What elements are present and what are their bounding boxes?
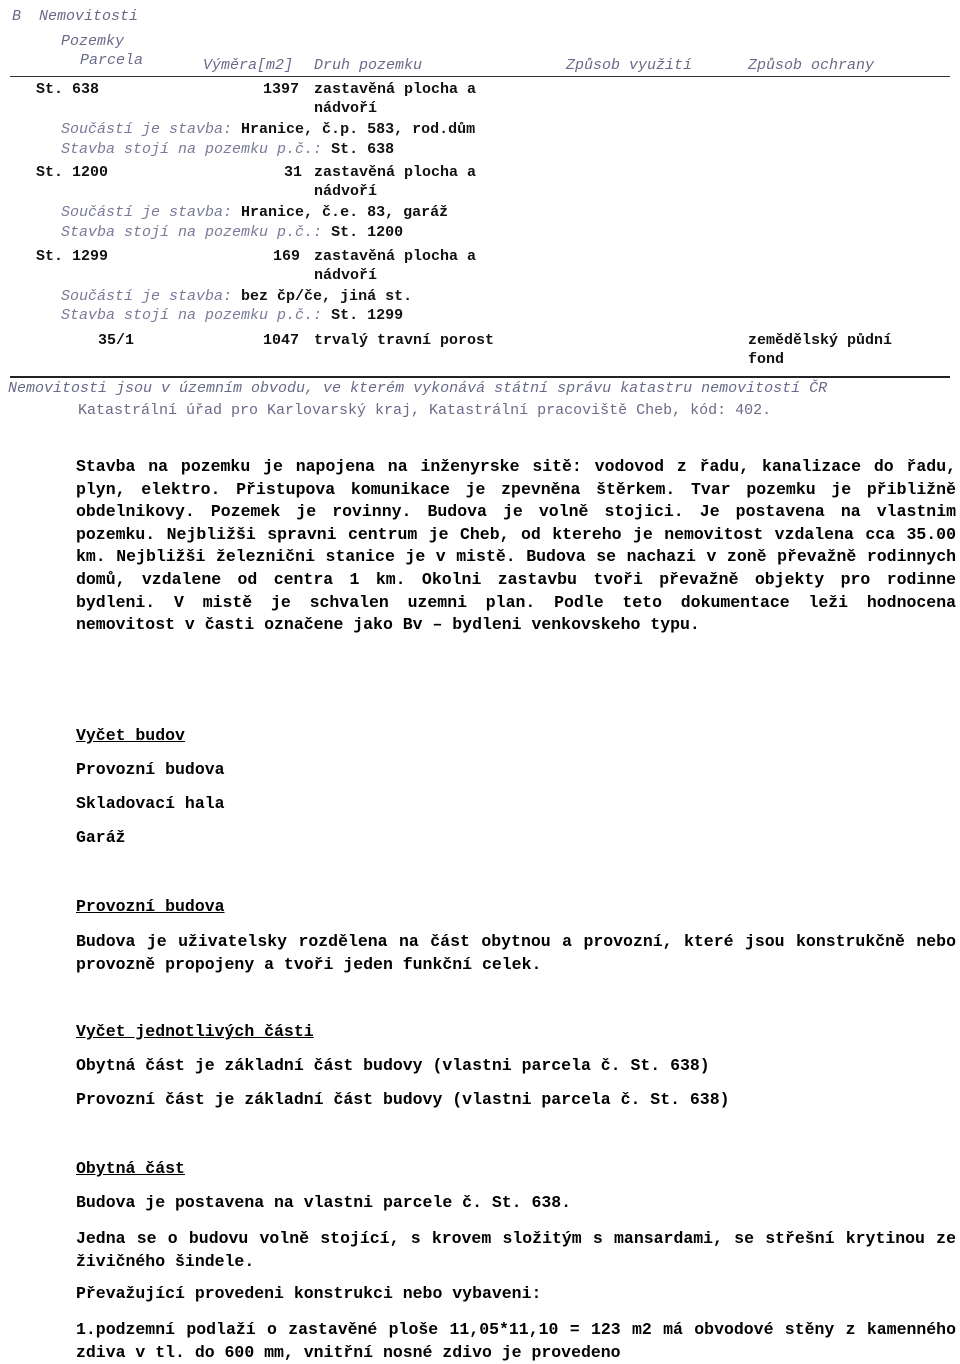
building-list-item: Provozní budova — [76, 760, 225, 779]
footnote-divider — [10, 376, 950, 378]
building-part-label: Součástí je stavba: — [61, 204, 233, 221]
building-on-parcel-row — [61, 307, 403, 324]
building-on-parcel-label: Stavba stojí na pozemku p.č.: — [61, 141, 323, 158]
building-part-label: Součástí je stavba: — [61, 288, 233, 305]
parcel-number: 35/1 — [98, 332, 135, 349]
parcel-type: trvalý travní porost — [314, 332, 495, 349]
parcel-protection: zemědělský půdní — [748, 332, 893, 349]
building-on-parcel-label: Stavba stojí na pozemku p.č.: — [61, 307, 323, 324]
building-on-parcel-value: St. 1200 — [331, 224, 404, 241]
parcel-protection-cont: fond — [748, 351, 785, 368]
column-druh: Druh pozemku — [314, 57, 423, 74]
building-part-value: Hranice, č.p. 583, rod.dům — [241, 121, 476, 138]
column-vymera: Výměra[m2] — [203, 57, 294, 74]
column-pozemky: Pozemky — [61, 33, 125, 50]
building-part-value: bez čp/če, jiná st. — [241, 288, 413, 305]
parts-list-heading: Vyčet jednotlivých části — [76, 1022, 314, 1041]
operational-building-heading: Provozní budova — [76, 897, 225, 916]
parcel-area: 1397 — [263, 81, 300, 98]
parcel-number: St. 1299 — [36, 248, 109, 265]
building-part-row — [61, 288, 412, 305]
building-part-label: Součástí je stavba: — [61, 121, 233, 138]
section-prefix: B — [12, 8, 22, 25]
building-on-parcel-row — [61, 141, 394, 158]
parcel-number: St. 638 — [36, 81, 100, 98]
part-list-item: Obytná část je základní část budovy (vlastni parcela č. St. 638) — [76, 1056, 710, 1075]
residential-part-p1: Budova je postavena na vlastni parcele č. St. 638. — [76, 1193, 572, 1212]
building-list-item: Garáž — [76, 828, 126, 847]
residential-part-p4: 1.podzemní podlaží o zastavěné ploše 11,05*11,10 = 123 m2 má obvodové stěny z kamenného zdiva v tl. do 600 mm, vnitřní nosné zdivo je provedeno — [76, 1320, 956, 1362]
footnote-line2: Katastrální úřad pro Karlovarský kraj, Katastrální pracoviště Cheb, kód: 402. — [78, 402, 772, 419]
parcel-type: zastavěná plocha a — [314, 164, 477, 181]
building-on-parcel-value: St. 1299 — [331, 307, 404, 324]
parcel-type-cont: nádvoří — [314, 183, 378, 200]
buildings-list-heading: Vyčet budov — [76, 726, 185, 745]
parcel-area: 169 — [273, 248, 301, 265]
section-title — [12, 8, 138, 25]
building-on-parcel-label: Stavba stojí na pozemku p.č.: — [61, 224, 323, 241]
parcel-number: St. 1200 — [36, 164, 109, 181]
intro-paragraph: Stavba na pozemku je napojena na inženyrske sitě: vodovod z řadu, kanalizace do řadu, plyn, elektro. Přistupova komunikace je zpevněna štěrkem. Tvar pozemku je přibližně obdelnikovy. Pozemek je rovinny. Budova je volně stojici. Je postavena na vlastnim pozemku. Nejbližši spravni centrum je Cheb, od ktereho je nemovitost vzdalena cca 35.00 km. Nejbližši železnični stanice je v mistě. Budova se nachazi v zoně převažně rodinnych domů, vzdalene od centra 1 km. Okolni zastavbu tvoři převažně objekty pro rodinne bydleni. V mistě je schvalen uzemni plan. Podle teto dokumentace leži hodnocena nemovitost v časti označene jako Bv – bydleni venkovskeho typu. — [76, 457, 956, 635]
parcel-type-cont: nádvoří — [314, 100, 378, 117]
column-zpusob-vyuziti: Způsob využití — [566, 57, 693, 74]
building-part-row — [61, 204, 448, 221]
parcel-type-cont: nádvoří — [314, 267, 378, 284]
building-part-value: Hranice, č.e. 83, garáž — [241, 204, 449, 221]
column-zpusob-ochrany: Způsob ochrany — [748, 57, 875, 74]
operational-building-text: Budova je uživatelsky rozdělena na část obytnou a provozní, které jsou konstrukčně nebo provozně propojeny a tvoři jeden funkční celek. — [76, 932, 956, 974]
section-name: Nemovitosti — [39, 8, 139, 25]
parcel-area: 1047 — [263, 332, 300, 349]
parcel-area: 31 — [284, 164, 303, 181]
residential-part-heading: Obytná část — [76, 1159, 185, 1178]
footnote-line1: Nemovitosti jsou v územním obvodu, ve kterém vykonává státní správu katastru nemovitostí ČR — [8, 380, 828, 397]
residential-part-p3: Převažující provedeni konstrukci nebo vybaveni: — [76, 1284, 542, 1303]
parcel-type: zastavěná plocha a — [314, 248, 477, 265]
residential-part-p2: Jedna se o budovu volně stojící, s krovem složitým s mansardami, se střešní krytinou ze živičného šindele. — [76, 1229, 956, 1271]
building-on-parcel-value: St. 638 — [331, 141, 395, 158]
column-parcela: Parcela — [80, 52, 144, 69]
header-divider — [10, 76, 950, 77]
building-part-row — [61, 121, 475, 138]
part-list-item: Provozní část je základní část budovy (vlastni parcela č. St. 638) — [76, 1090, 730, 1109]
building-list-item: Skladovací hala — [76, 794, 225, 813]
parcel-type: zastavěná plocha a — [314, 81, 477, 98]
building-on-parcel-row — [61, 224, 403, 241]
